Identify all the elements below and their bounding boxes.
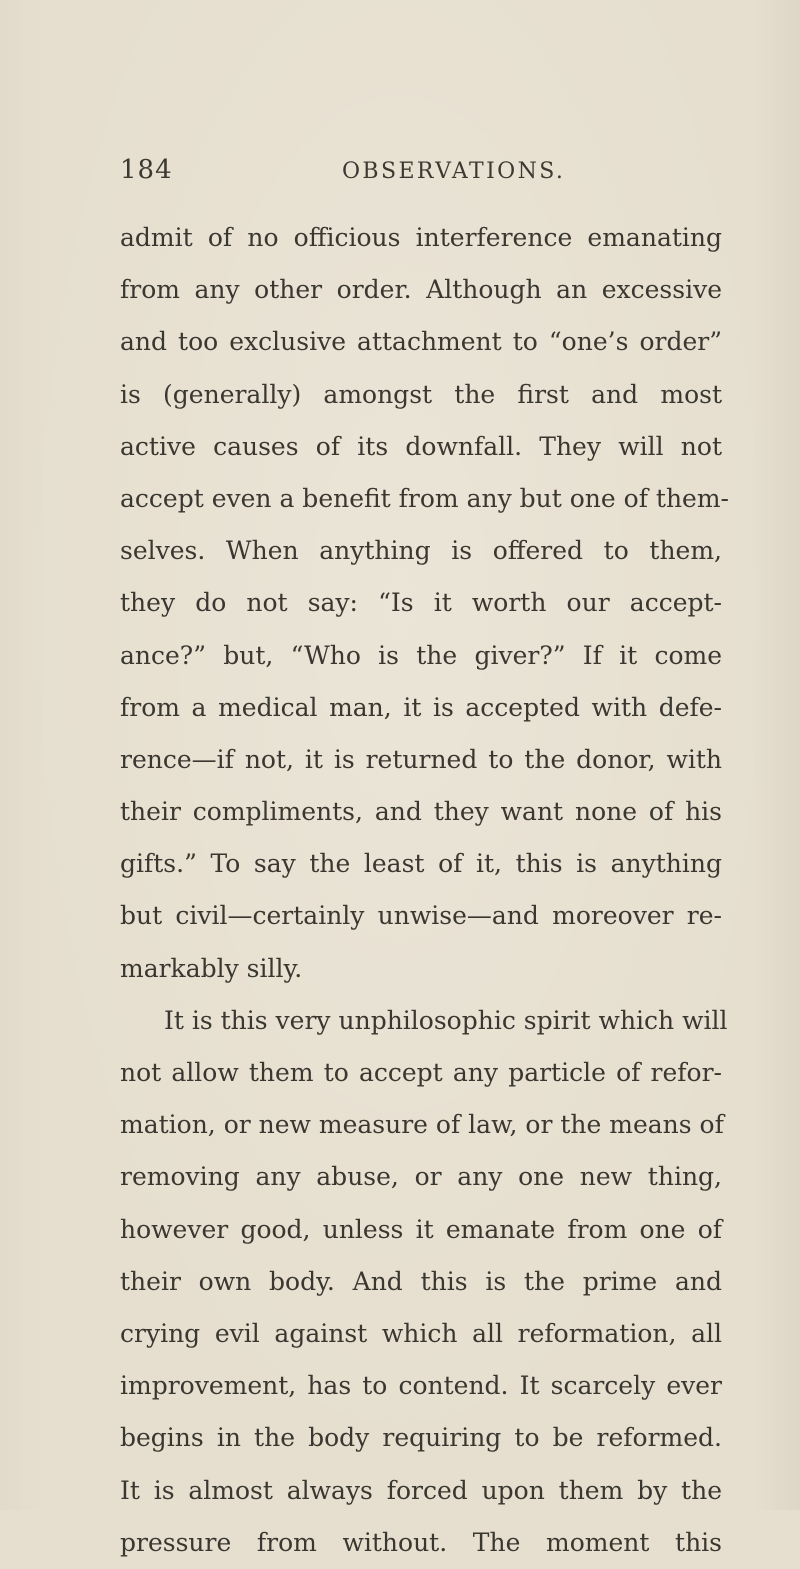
text-line: crying evil against which all reformation, all (120, 1318, 722, 1348)
text-line: active causes of its downfall. They will not (120, 431, 722, 461)
text-line: begins in the body requiring to be reformed. (120, 1423, 722, 1453)
text-line: pressure from without. The moment this (120, 1527, 722, 1557)
text-line: It is almost always forced upon them by the (120, 1475, 722, 1505)
text-line: ance?” but, “Who is the giver?” If it come (120, 640, 722, 670)
body-text (120, 212, 729, 1569)
text-line: from a medical man, it is accepted with defe- (120, 692, 722, 722)
text-line: from any other order. Although an excessive (120, 275, 722, 305)
text-line: removing any abuse, or any one new thing, (120, 1162, 722, 1192)
text-line: their compliments, and they want none of his (120, 797, 722, 827)
text-line: gifts.” To say the least of it, this is anything (120, 849, 722, 879)
text-line: improvement, has to contend. It scarcely ever (120, 1371, 722, 1401)
paragraph-1 (120, 212, 729, 995)
paragraph-2 (120, 995, 728, 1569)
text-line: admit of no officious interference emanating (120, 223, 722, 252)
text-line: selves. When anything is offered to them, (120, 536, 722, 566)
text-line: however good, unless it emanate from one of (120, 1214, 722, 1244)
text-line: and too exclusive attachment to “one’s order” (120, 327, 722, 357)
text-line: they do not say: “Is it worth our accept- (120, 588, 722, 618)
running-head: OBSERVATIONS. (342, 159, 566, 184)
text-line: mation, or new measure of law, or the means of (120, 1110, 724, 1140)
page-header (120, 155, 720, 195)
text-line: but civil—certainly unwise—and moreover re- (120, 901, 722, 931)
text-line: is (generally) amongst the first and most (120, 379, 722, 409)
text-line: rence—if not, it is returned to the donor, with (120, 744, 722, 774)
text-line: markably silly. (120, 953, 303, 983)
page-number: 184 (120, 155, 173, 185)
text-line: not allow them to accept any particle of refor- (120, 1058, 722, 1087)
text-line: their own body. And this is the prime and (120, 1266, 722, 1296)
text-line: It is this very unphilosophic spirit which will (164, 1005, 728, 1035)
text-line: accept even a benefit from any but one of them- (120, 483, 729, 513)
